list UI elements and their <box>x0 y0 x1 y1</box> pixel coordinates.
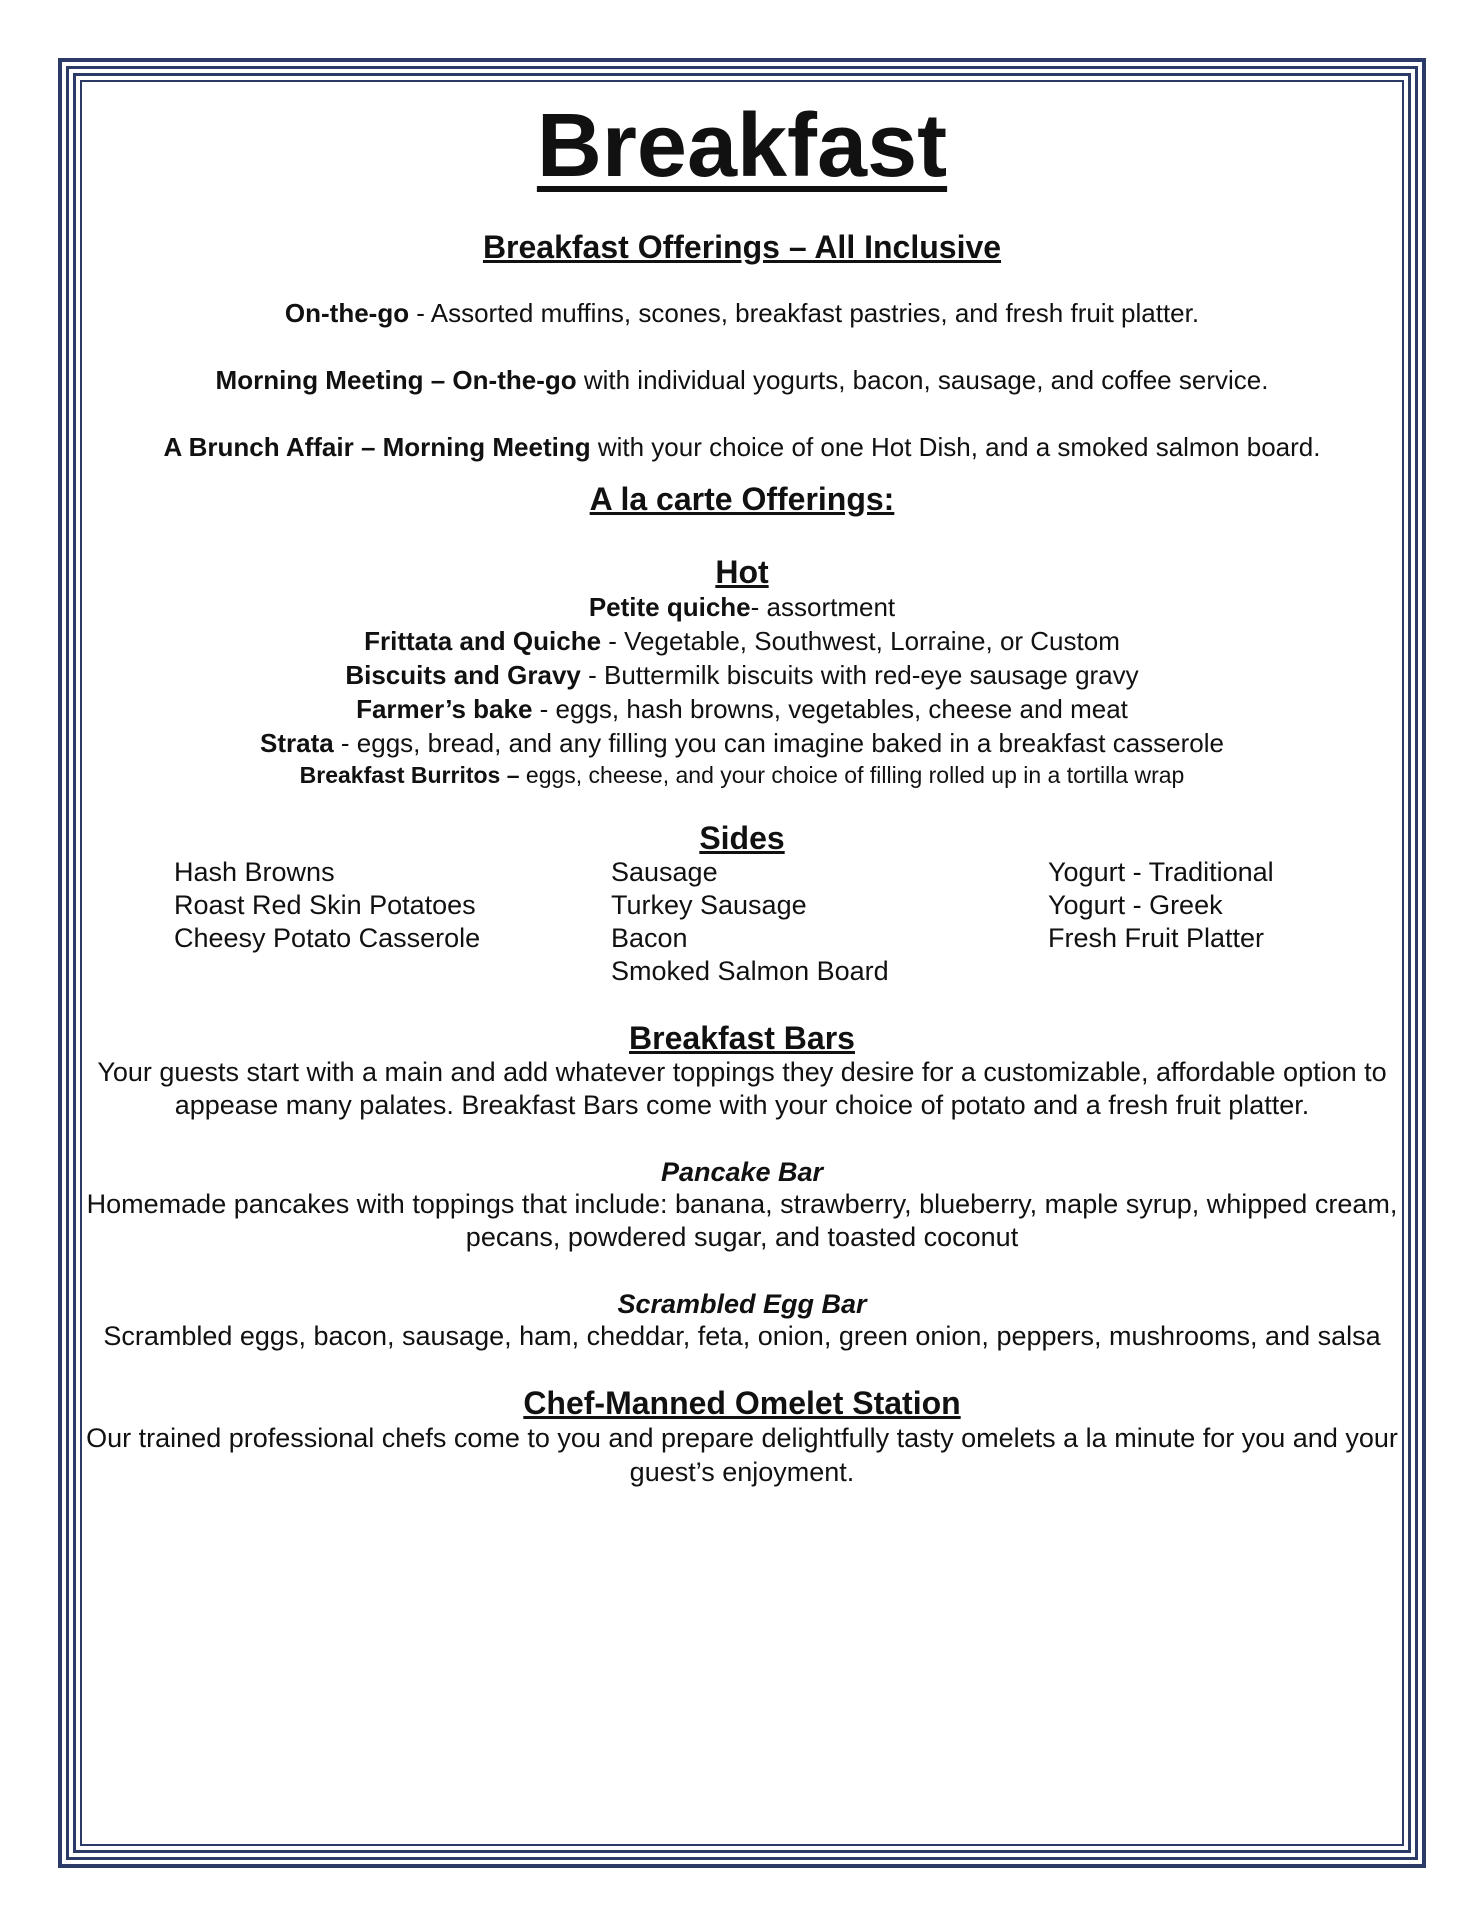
hot-item-desc: - assortment <box>750 592 896 622</box>
hot-item <box>86 658 1398 692</box>
bars-heading: Breakfast Bars <box>629 1020 855 1056</box>
side-item: Yogurt - Traditional <box>1048 857 1274 887</box>
bars-intro: Your guests start with a main and add whatever toppings they desire for a customizable, affordable option to appease many palates. Breakfast Bars come with your choice of potato and a fresh fruit platter. <box>97 1057 1387 1120</box>
inclusive-item-name: Morning Meeting – On-the-go <box>215 365 577 395</box>
inclusive-item-desc: - Assorted muffins, scones, breakfast pastries, and fresh fruit platter. <box>409 298 1200 328</box>
hot-item-name: Breakfast Burritos – <box>299 762 520 788</box>
menu-content <box>86 86 1398 1489</box>
pancake-bar-desc: Homemade pancakes with toppings that include: banana, strawberry, blueberry, maple syrup, whipped cream, pecans, powdered sugar, and toasted coconut <box>86 1189 1398 1252</box>
side-item: Smoked Salmon Board <box>611 956 889 986</box>
inclusive-item <box>86 296 1398 330</box>
omelet-heading: Chef-Manned Omelet Station <box>523 1385 961 1421</box>
hot-item-desc: eggs, cheese, and your choice of filling rolled up in a tortilla wrap <box>519 762 1185 788</box>
hot-item-desc: - eggs, hash browns, vegetables, cheese and meat <box>532 694 1128 724</box>
side-item: Sausage <box>611 857 718 887</box>
page-title: Breakfast <box>536 96 948 196</box>
alacarte-heading: A la carte Offerings: <box>589 481 895 517</box>
hot-item-name: Strata <box>259 728 334 758</box>
hot-item-name: Frittata and Quiche <box>364 626 602 656</box>
hot-item-name: Farmer’s bake <box>356 694 533 724</box>
sides-column-1 <box>174 856 611 988</box>
side-item: Fresh Fruit Platter <box>1048 923 1265 953</box>
omelet-desc: Our trained professional chefs come to you and prepare delightfully tasty omelets a la minute for you and your guest’s enjoyment. <box>86 1423 1398 1487</box>
side-item: Cheesy Potato Casserole <box>174 923 481 953</box>
hot-item <box>86 590 1398 624</box>
hot-item-desc: - eggs, bread, and any filling you can imagine baked in a breakfast casserole <box>333 728 1224 758</box>
inclusive-item <box>86 363 1398 397</box>
sides-list <box>86 856 1398 988</box>
inclusive-item-name: On-the-go <box>284 298 410 328</box>
hot-item <box>86 692 1398 726</box>
side-item: Yogurt - Greek <box>1048 890 1223 920</box>
side-item: Turkey Sausage <box>611 890 807 920</box>
hot-heading: Hot <box>715 554 769 590</box>
pancake-bar-title: Pancake Bar <box>660 1157 824 1187</box>
side-item: Hash Browns <box>174 857 335 887</box>
inclusive-item-desc: with your choice of one Hot Dish, and a smoked salmon board. <box>590 432 1321 462</box>
hot-item <box>86 760 1398 790</box>
hot-item-desc: - Vegetable, Southwest, Lorraine, or Custom <box>601 626 1120 656</box>
sides-column-3 <box>1048 856 1398 988</box>
egg-bar-title: Scrambled Egg Bar <box>617 1289 867 1319</box>
egg-bar-desc: Scrambled eggs, bacon, sausage, ham, cheddar, feta, onion, green onion, peppers, mushrooms, and salsa <box>103 1321 1381 1351</box>
hot-item <box>86 624 1398 658</box>
side-item: Bacon <box>611 923 688 953</box>
hot-item <box>86 726 1398 760</box>
hot-item-name: Petite quiche <box>588 592 751 622</box>
sides-column-2 <box>611 856 1048 988</box>
hot-item-desc: - Buttermilk biscuits with red-eye sausage gravy <box>580 660 1139 690</box>
inclusive-item <box>86 430 1398 464</box>
inclusive-item-name: A Brunch Affair – Morning Meeting <box>163 432 591 462</box>
inclusive-item-desc: with individual yogurts, bacon, sausage, and coffee service. <box>576 365 1269 395</box>
inclusive-heading: Breakfast Offerings – All Inclusive <box>482 229 1002 265</box>
side-item: Roast Red Skin Potatoes <box>174 890 476 920</box>
hot-item-name: Biscuits and Gravy <box>345 660 581 690</box>
sides-heading: Sides <box>699 820 785 856</box>
